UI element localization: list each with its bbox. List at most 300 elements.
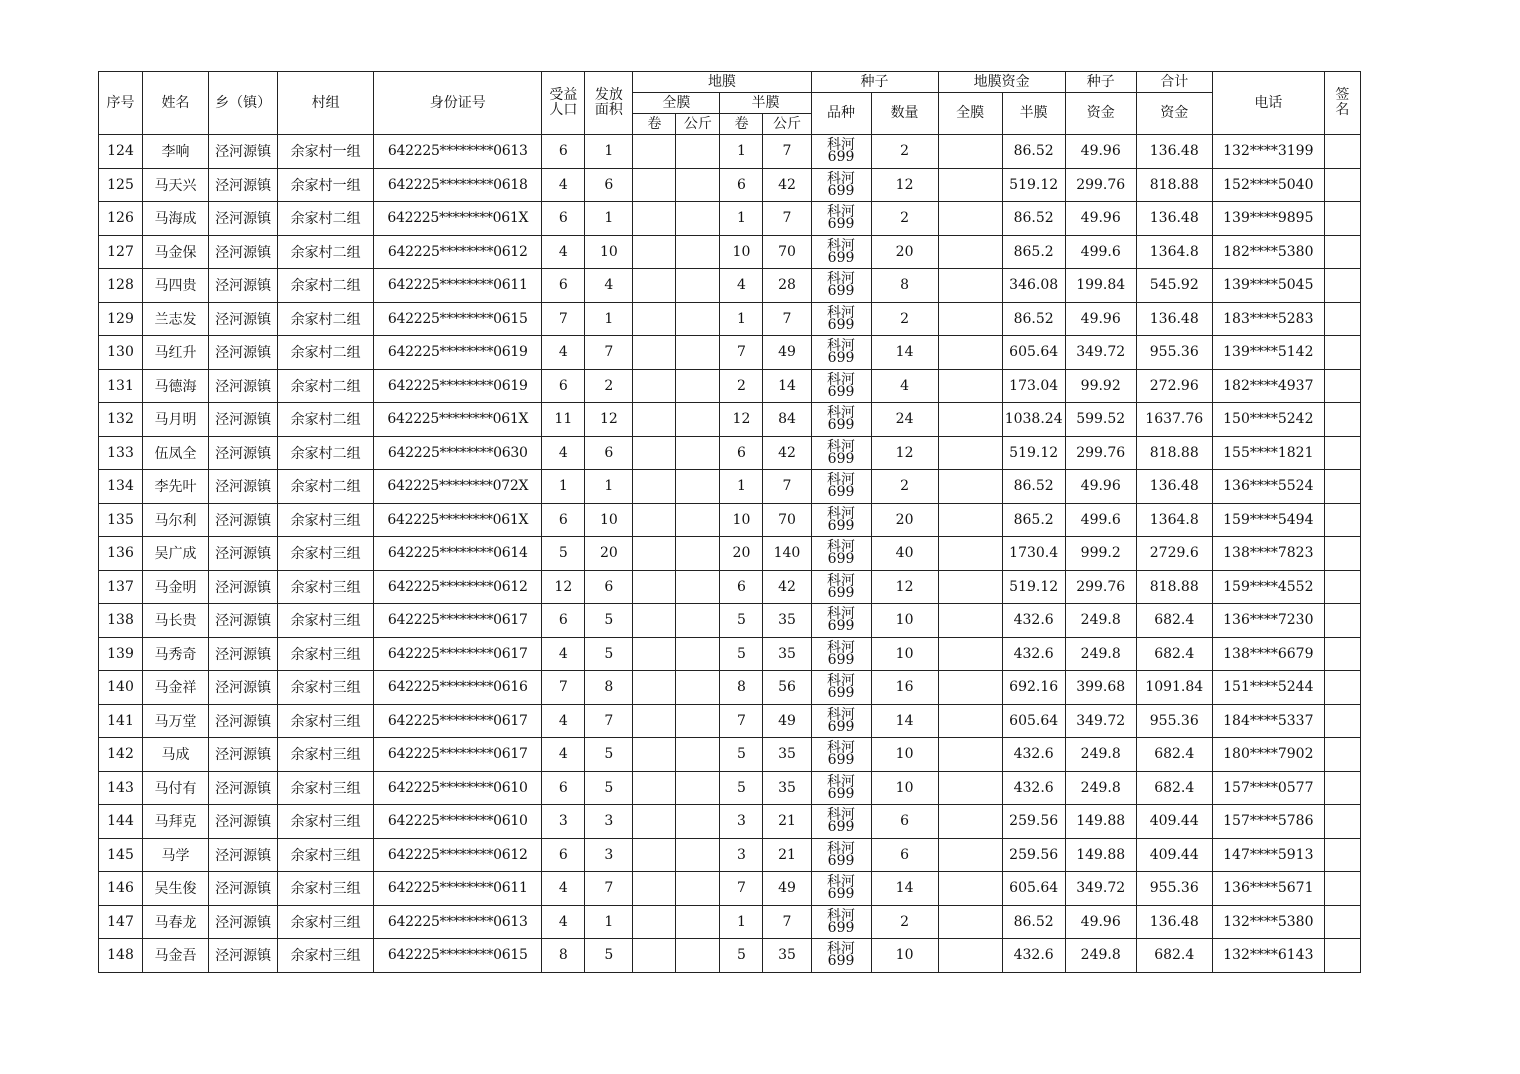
cell-sign[interactable] [1324, 369, 1360, 403]
cell-seq: 136 [99, 537, 143, 571]
table-row [99, 436, 1361, 470]
table-row [99, 235, 1361, 269]
cell-people: 6 [542, 771, 585, 805]
cell-phone: 182****5380 [1212, 235, 1324, 269]
header-sign-line1: 签 [1335, 87, 1350, 103]
cell-half-roll: 1 [720, 135, 763, 169]
cell-half-kg: 35 [763, 939, 811, 973]
cell-variety-line2: 699 [827, 249, 855, 266]
cell-seq: 126 [99, 202, 143, 236]
cell-full-roll [633, 671, 676, 705]
cell-full-kg [676, 939, 720, 973]
cell-sign[interactable] [1324, 671, 1360, 705]
cell-half-kg: 35 [763, 637, 811, 671]
cell-variety [811, 403, 871, 437]
cell-full-roll [633, 939, 676, 973]
cell-total: 682.4 [1136, 604, 1212, 638]
cell-half-kg: 7 [763, 202, 811, 236]
cell-area: 7 [585, 336, 633, 370]
cell-total: 2729.6 [1136, 537, 1212, 571]
cell-phone: 157****0577 [1212, 771, 1324, 805]
cell-full-roll [633, 537, 676, 571]
cell-full-roll [633, 269, 676, 303]
cell-seed-fund: 299.76 [1065, 168, 1136, 202]
cell-seed-fund: 49.96 [1065, 905, 1136, 939]
cell-total: 136.48 [1136, 135, 1212, 169]
cell-full-kg [676, 771, 720, 805]
cell-people: 4 [542, 872, 585, 906]
cell-half-kg: 14 [763, 369, 811, 403]
cell-half-fund: 259.56 [1002, 805, 1065, 839]
cell-area: 3 [585, 838, 633, 872]
cell-sign[interactable] [1324, 537, 1360, 571]
cell-full-fund [938, 838, 1002, 872]
cell-phone: 159****5494 [1212, 503, 1324, 537]
cell-qty: 10 [871, 637, 938, 671]
cell-sign[interactable] [1324, 771, 1360, 805]
cell-qty: 10 [871, 771, 938, 805]
cell-qty: 20 [871, 503, 938, 537]
cell-full-fund [938, 704, 1002, 738]
cell-variety-line1: 科河 [827, 304, 856, 321]
cell-variety [811, 838, 871, 872]
header-sign [1324, 72, 1360, 135]
cell-variety-line1: 科河 [827, 740, 856, 757]
cell-area: 5 [585, 637, 633, 671]
cell-variety-line2: 699 [827, 182, 855, 199]
cell-full-roll [633, 202, 676, 236]
header-seed-funds-top: 种子 [1065, 72, 1136, 93]
cell-variety [811, 637, 871, 671]
cell-name: 马长贵 [143, 604, 209, 638]
cell-name: 马万堂 [143, 704, 209, 738]
cell-full-roll [633, 403, 676, 437]
cell-half-kg: 42 [763, 168, 811, 202]
cell-half-fund: 86.52 [1002, 302, 1065, 336]
cell-variety-line1: 科河 [827, 505, 856, 522]
cell-half-roll: 3 [720, 805, 763, 839]
cell-full-fund [938, 637, 1002, 671]
cell-variety-line2: 699 [827, 852, 855, 869]
cell-half-kg: 140 [763, 537, 811, 571]
cell-full-kg [676, 403, 720, 437]
cell-seq: 141 [99, 704, 143, 738]
cell-village: 余家村三组 [278, 637, 374, 671]
cell-half-roll: 3 [720, 838, 763, 872]
cell-sign[interactable] [1324, 202, 1360, 236]
cell-people: 1 [542, 470, 585, 504]
cell-variety-line1: 科河 [827, 907, 856, 924]
cell-half-kg: 21 [763, 838, 811, 872]
cell-variety [811, 168, 871, 202]
cell-name: 李先叶 [143, 470, 209, 504]
cell-qty: 8 [871, 269, 938, 303]
table-row [99, 302, 1361, 336]
cell-full-fund [938, 202, 1002, 236]
cell-variety-line1: 科河 [827, 539, 856, 556]
cell-variety-line2: 699 [827, 383, 855, 400]
cell-sign[interactable] [1324, 939, 1360, 973]
cell-id: 642225********0618 [374, 168, 542, 202]
cell-area: 20 [585, 537, 633, 571]
header-quantity: 数量 [871, 93, 938, 135]
cell-sign[interactable] [1324, 403, 1360, 437]
cell-total: 682.4 [1136, 771, 1212, 805]
cell-village: 余家村三组 [278, 503, 374, 537]
cell-sign[interactable] [1324, 905, 1360, 939]
cell-variety-line2: 699 [827, 953, 855, 970]
cell-sign[interactable] [1324, 436, 1360, 470]
cell-seed-fund: 399.68 [1065, 671, 1136, 705]
cell-total: 136.48 [1136, 470, 1212, 504]
cell-sign[interactable] [1324, 872, 1360, 906]
cell-variety-line2: 699 [827, 551, 855, 568]
cell-people: 11 [542, 403, 585, 437]
cell-variety [811, 302, 871, 336]
cell-village: 余家村三组 [278, 570, 374, 604]
cell-variety-line1: 科河 [827, 639, 856, 656]
cell-variety-line1: 科河 [827, 405, 856, 422]
cell-variety-line1: 科河 [827, 472, 856, 489]
cell-total: 545.92 [1136, 269, 1212, 303]
cell-full-fund [938, 805, 1002, 839]
cell-sign[interactable] [1324, 269, 1360, 303]
cell-half-roll: 6 [720, 168, 763, 202]
header-area [585, 72, 633, 135]
cell-area: 2 [585, 369, 633, 403]
cell-full-roll [633, 805, 676, 839]
cell-total: 818.88 [1136, 168, 1212, 202]
cell-qty: 16 [871, 671, 938, 705]
cell-half-kg: 35 [763, 738, 811, 772]
cell-area: 1 [585, 302, 633, 336]
cell-people: 4 [542, 235, 585, 269]
header-full-kg: 公斤 [676, 114, 720, 135]
cell-seq: 128 [99, 269, 143, 303]
cell-qty: 14 [871, 872, 938, 906]
cell-seq: 147 [99, 905, 143, 939]
cell-town: 泾河源镇 [209, 168, 278, 202]
cell-name: 马四贵 [143, 269, 209, 303]
cell-seq: 125 [99, 168, 143, 202]
cell-id: 642225********061X [374, 403, 542, 437]
cell-full-fund [938, 336, 1002, 370]
cell-town: 泾河源镇 [209, 805, 278, 839]
table-row [99, 369, 1361, 403]
cell-village: 余家村三组 [278, 704, 374, 738]
cell-variety-line2: 699 [827, 216, 855, 233]
cell-seed-fund: 249.8 [1065, 637, 1136, 671]
cell-half-kg: 35 [763, 604, 811, 638]
cell-qty: 12 [871, 436, 938, 470]
cell-seed-fund: 999.2 [1065, 537, 1136, 571]
cell-variety-line1: 科河 [827, 840, 856, 857]
cell-full-fund [938, 235, 1002, 269]
cell-seq: 143 [99, 771, 143, 805]
cell-sign[interactable] [1324, 738, 1360, 772]
cell-full-kg [676, 436, 720, 470]
cell-id: 642225********0611 [374, 872, 542, 906]
cell-name: 吴生俊 [143, 872, 209, 906]
cell-town: 泾河源镇 [209, 336, 278, 370]
cell-total: 272.96 [1136, 369, 1212, 403]
cell-phone: 155****1821 [1212, 436, 1324, 470]
cell-town: 泾河源镇 [209, 470, 278, 504]
cell-sign[interactable] [1324, 168, 1360, 202]
cell-sign[interactable] [1324, 637, 1360, 671]
cell-sign[interactable] [1324, 135, 1360, 169]
cell-half-fund: 519.12 [1002, 570, 1065, 604]
cell-half-roll: 1 [720, 470, 763, 504]
header-seed: 种子 [811, 72, 938, 93]
cell-half-kg: 70 [763, 235, 811, 269]
cell-variety-line1: 科河 [827, 438, 856, 455]
header-town: 乡（镇） [209, 72, 278, 135]
cell-seed-fund: 149.88 [1065, 838, 1136, 872]
cell-people: 12 [542, 570, 585, 604]
header-full-film: 全膜 [633, 93, 720, 114]
cell-half-fund: 432.6 [1002, 939, 1065, 973]
cell-full-kg [676, 537, 720, 571]
cell-sign[interactable] [1324, 570, 1360, 604]
cell-total: 136.48 [1136, 202, 1212, 236]
cell-variety-line1: 科河 [827, 807, 856, 824]
cell-full-kg [676, 202, 720, 236]
cell-variety-line2: 699 [827, 886, 855, 903]
cell-area: 5 [585, 771, 633, 805]
cell-people: 7 [542, 302, 585, 336]
cell-phone: 152****5040 [1212, 168, 1324, 202]
cell-half-roll: 6 [720, 570, 763, 604]
cell-qty: 20 [871, 235, 938, 269]
cell-town: 泾河源镇 [209, 503, 278, 537]
cell-seq: 135 [99, 503, 143, 537]
cell-full-fund [938, 168, 1002, 202]
cell-people: 4 [542, 704, 585, 738]
cell-sign[interactable] [1324, 336, 1360, 370]
cell-id: 642225********0611 [374, 269, 542, 303]
cell-variety [811, 805, 871, 839]
cell-name: 马秀奇 [143, 637, 209, 671]
cell-village: 余家村三组 [278, 805, 374, 839]
cell-variety-line2: 699 [827, 316, 855, 333]
header-seq: 序号 [99, 72, 143, 135]
cell-town: 泾河源镇 [209, 872, 278, 906]
cell-name: 马春龙 [143, 905, 209, 939]
cell-full-fund [938, 135, 1002, 169]
cell-id: 642225********0616 [374, 671, 542, 705]
cell-name: 马海成 [143, 202, 209, 236]
cell-variety [811, 135, 871, 169]
table-header [99, 72, 1361, 135]
cell-half-roll: 7 [720, 704, 763, 738]
table-row [99, 336, 1361, 370]
cell-phone: 151****5244 [1212, 671, 1324, 705]
cell-variety-line2: 699 [827, 819, 855, 836]
cell-full-roll [633, 436, 676, 470]
cell-id: 642225********0615 [374, 939, 542, 973]
cell-half-roll: 4 [720, 269, 763, 303]
cell-sign[interactable] [1324, 235, 1360, 269]
cell-half-roll: 5 [720, 604, 763, 638]
cell-seq: 140 [99, 671, 143, 705]
cell-village: 余家村二组 [278, 470, 374, 504]
cell-area: 10 [585, 235, 633, 269]
cell-half-fund: 346.08 [1002, 269, 1065, 303]
cell-village: 余家村二组 [278, 202, 374, 236]
cell-id: 642225********072X [374, 470, 542, 504]
cell-full-fund [938, 269, 1002, 303]
cell-variety-line2: 699 [827, 517, 855, 534]
cell-name: 马拜克 [143, 805, 209, 839]
cell-full-kg [676, 369, 720, 403]
cell-full-kg [676, 905, 720, 939]
cell-full-fund [938, 604, 1002, 638]
cell-variety-line1: 科河 [827, 204, 856, 221]
cell-seed-fund: 49.96 [1065, 470, 1136, 504]
cell-sign[interactable] [1324, 302, 1360, 336]
cell-seq: 134 [99, 470, 143, 504]
cell-town: 泾河源镇 [209, 403, 278, 437]
cell-name: 马天兴 [143, 168, 209, 202]
cell-id: 642225********0610 [374, 771, 542, 805]
cell-id: 642225********0615 [374, 302, 542, 336]
cell-half-roll: 7 [720, 336, 763, 370]
cell-variety-line1: 科河 [827, 371, 856, 388]
cell-name: 兰志发 [143, 302, 209, 336]
header-variety: 品种 [811, 93, 871, 135]
cell-full-fund [938, 738, 1002, 772]
cell-half-fund: 173.04 [1002, 369, 1065, 403]
cell-total: 818.88 [1136, 570, 1212, 604]
cell-seed-fund: 249.8 [1065, 771, 1136, 805]
cell-area: 10 [585, 503, 633, 537]
table-row [99, 704, 1361, 738]
cell-total: 409.44 [1136, 838, 1212, 872]
table-row [99, 537, 1361, 571]
cell-seed-fund: 49.96 [1065, 135, 1136, 169]
cell-seq: 124 [99, 135, 143, 169]
cell-full-kg [676, 302, 720, 336]
cell-variety-line2: 699 [827, 718, 855, 735]
cell-seq: 131 [99, 369, 143, 403]
cell-total: 1364.8 [1136, 503, 1212, 537]
cell-phone: 147****5913 [1212, 838, 1324, 872]
cell-town: 泾河源镇 [209, 135, 278, 169]
cell-sign[interactable] [1324, 838, 1360, 872]
cell-town: 泾河源镇 [209, 637, 278, 671]
cell-people: 7 [542, 671, 585, 705]
cell-seed-fund: 349.72 [1065, 704, 1136, 738]
cell-total: 682.4 [1136, 939, 1212, 973]
cell-qty: 40 [871, 537, 938, 571]
cell-people: 4 [542, 168, 585, 202]
cell-variety-line1: 科河 [827, 706, 856, 723]
cell-id: 642225********0612 [374, 838, 542, 872]
cell-full-kg [676, 704, 720, 738]
cell-half-roll: 12 [720, 403, 763, 437]
cell-sign[interactable] [1324, 470, 1360, 504]
cell-half-roll: 6 [720, 436, 763, 470]
cell-half-kg: 49 [763, 704, 811, 738]
cell-seq: 148 [99, 939, 143, 973]
cell-variety-line1: 科河 [827, 338, 856, 355]
cell-sign[interactable] [1324, 604, 1360, 638]
table-body [99, 135, 1361, 973]
cell-full-fund [938, 436, 1002, 470]
cell-variety-line2: 699 [827, 785, 855, 802]
cell-half-kg: 84 [763, 403, 811, 437]
cell-full-fund [938, 872, 1002, 906]
header-full-film-funds: 全膜 [938, 93, 1002, 135]
cell-seed-fund: 299.76 [1065, 436, 1136, 470]
cell-qty: 10 [871, 939, 938, 973]
cell-full-roll [633, 704, 676, 738]
cell-sign[interactable] [1324, 503, 1360, 537]
cell-name: 伍凤全 [143, 436, 209, 470]
header-film: 地膜 [633, 72, 811, 93]
cell-variety [811, 503, 871, 537]
cell-phone: 139****5142 [1212, 336, 1324, 370]
cell-qty: 6 [871, 805, 938, 839]
cell-seq: 139 [99, 637, 143, 671]
cell-variety-line2: 699 [827, 417, 855, 434]
cell-name: 马德海 [143, 369, 209, 403]
cell-half-kg: 7 [763, 470, 811, 504]
cell-sign[interactable] [1324, 704, 1360, 738]
cell-half-kg: 7 [763, 905, 811, 939]
cell-town: 泾河源镇 [209, 202, 278, 236]
cell-seed-fund: 299.76 [1065, 570, 1136, 604]
cell-village: 余家村一组 [278, 135, 374, 169]
cell-variety-line1: 科河 [827, 874, 856, 891]
cell-name: 马学 [143, 838, 209, 872]
cell-full-fund [938, 570, 1002, 604]
cell-full-kg [676, 168, 720, 202]
cell-area: 7 [585, 704, 633, 738]
cell-full-fund [938, 905, 1002, 939]
cell-name: 马红升 [143, 336, 209, 370]
cell-seq: 133 [99, 436, 143, 470]
cell-full-fund [938, 403, 1002, 437]
cell-full-roll [633, 470, 676, 504]
cell-id: 642225********0613 [374, 905, 542, 939]
cell-area: 8 [585, 671, 633, 705]
cell-variety [811, 738, 871, 772]
cell-half-roll: 5 [720, 939, 763, 973]
cell-full-roll [633, 336, 676, 370]
cell-half-kg: 49 [763, 336, 811, 370]
cell-half-roll: 5 [720, 738, 763, 772]
cell-phone: 157****5786 [1212, 805, 1324, 839]
cell-qty: 2 [871, 302, 938, 336]
cell-people: 4 [542, 637, 585, 671]
cell-full-fund [938, 671, 1002, 705]
table-row [99, 771, 1361, 805]
cell-half-roll: 1 [720, 905, 763, 939]
cell-village: 余家村一组 [278, 168, 374, 202]
cell-id: 642225********0617 [374, 738, 542, 772]
cell-variety-line1: 科河 [827, 237, 856, 254]
cell-variety [811, 269, 871, 303]
cell-sign[interactable] [1324, 805, 1360, 839]
cell-variety [811, 872, 871, 906]
cell-full-fund [938, 503, 1002, 537]
cell-id: 642225********0630 [374, 436, 542, 470]
cell-village: 余家村三组 [278, 604, 374, 638]
cell-variety-line2: 699 [827, 450, 855, 467]
cell-phone: 139****5045 [1212, 269, 1324, 303]
